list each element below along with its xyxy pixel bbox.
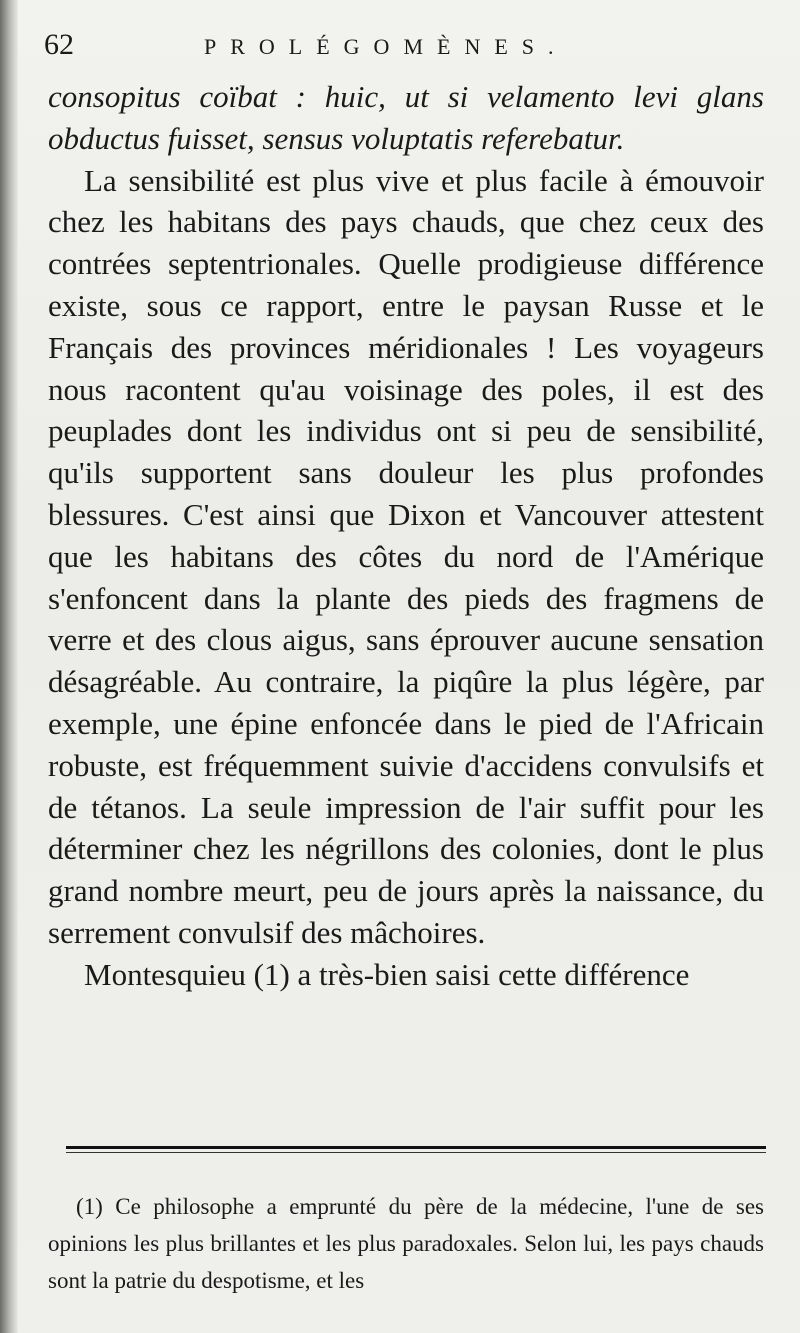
paragraph-sensibilite: La sensibilité est plus vive et plus facile à émouvoir chez les habitans des pays chauds, que chez ceux des contrées septentrionales. Quelle prodigieuse différence existe, sous ce rapport, entre le paysan Russe et le Français des provinces méridionales ! Les voyageurs nous racontent qu'au voisinage des poles, il est des peuplades dont les individus ont si peu de sensibilité, qu'ils supportent sans douleur les plus profondes blessures. C'est ainsi que Dixon et Vancouver attestent que les habitans des côtes du nord de l'Amérique s'enfoncent dans la plante des pieds des fragmens de verre et des clous aigus, sans éprouver aucune sensation désagréable. Au contraire, la piqûre la plus légère, par exemple, une épine enfoncée dans le pied de l'Africain robuste, est fréquemment suivie d'accidens convulsifs et de tétanos. La seule impression de l'air suffit pour les déterminer chez les négrillons des colonies, dont le plus grand nombre meurt, peu de jours après la naissance, du serrement convulsif des mâchoires.: [48, 162, 764, 950]
footnote: [48, 1188, 764, 1299]
paragraph-montesquieu: Montesquieu (1) a très-bien saisi cette différence: [84, 956, 690, 992]
footnote-rule-thin: [66, 1152, 766, 1153]
latin-quote: consopitus coïbat : huic, ut si velamento levi glans obductus fuisset, sensus voluptatis referebatur.: [48, 79, 764, 156]
footnote-text: (1) Ce philosophe a emprunté du père de la médecine, l'une de ses opinions les plus brillantes et les plus paradoxales. Selon lui, les pays chauds sont la patrie du despotisme, et les: [48, 1194, 764, 1293]
running-head: PROLÉGOMÈNES.: [204, 34, 568, 59]
main-text: [48, 76, 764, 996]
page-gutter-shadow: [0, 0, 18, 1333]
page-number: 62: [44, 28, 74, 61]
page-header: [44, 28, 764, 68]
footnote-rule: [66, 1146, 766, 1149]
